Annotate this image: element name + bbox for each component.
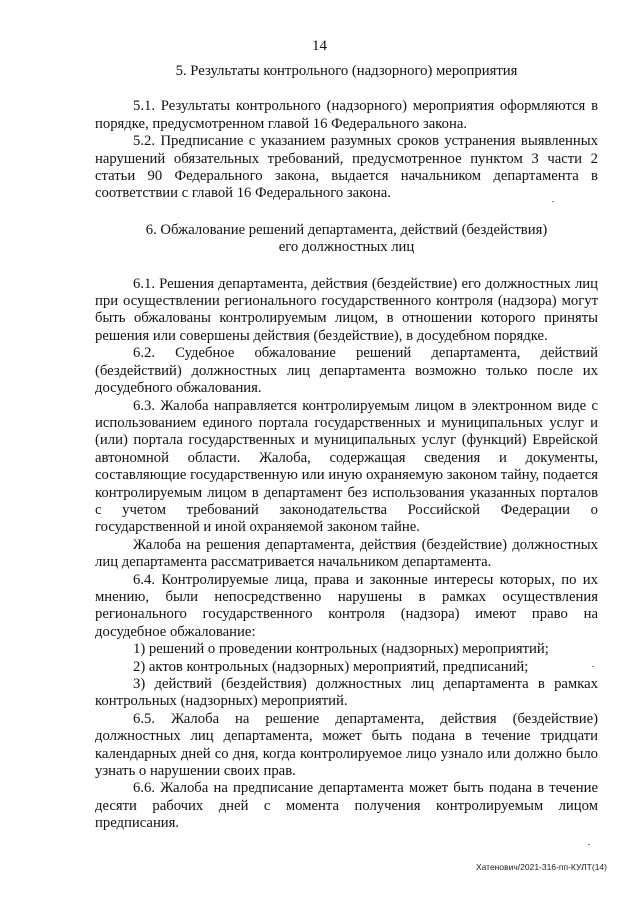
paragraph-6-1: 6.1. Решения департамента, действия (бездействие) его должностных лиц при осуществлении регионального государственного контроля (надзора) могут быть обжалованы контролируемым лицом, в отношении которого приняты решения или совершены действия (бездействие), в досудебном порядке. — [95, 275, 598, 344]
list-item-3: 3) действий (бездействия) должностных лиц департамента в рамках контрольных (надзорных) мероприятий. — [95, 676, 598, 710]
paragraph-5-2: 5.2. Предписание с указанием разумных сроков устранения выявленных нарушений обязательных требований, предусмотренное пунктом 3 части 2 статьи 90 Федерального закона, выдается начальником департамента в соответствии с главой 16 Федерального закона. — [95, 133, 598, 202]
section-6-heading — [95, 222, 598, 257]
document-footer-code: Хатенович/2021-316-пп-КУЛТ(14) — [475, 862, 607, 872]
paragraph-6-2: 6.2. Судебное обжалование решений департамента, действий (бездействий) должностных лиц департамента возможно только после их досудебного обжалования. — [95, 345, 598, 397]
scan-speck — [588, 844, 590, 845]
paragraph-6-3: 6.3. Жалоба направляется контролируемым лицом в электронном виде с использованием единого портала государственных и муниципальных услуг и (или) портала государственных и муниципальных услуг (функций) Еврейской автономной области. Жалоба, содержащая сведения и документы, составляющие государственную или иную охраняемую законом тайну, подается контролируемым лицом в департамент без использования указанных порталов с учетом требований законодательства Российской Федерации о государственной и иной охраняемой законом тайне. — [95, 397, 598, 536]
paragraph-5-1: 5.1. Результаты контрольного (надзорного) мероприятия оформляются в порядке, предусмотренном главой 16 Федерального закона. — [95, 98, 598, 132]
scan-speck — [552, 201, 554, 202]
paragraph-6-6: 6.6. Жалоба на предписание департамента может быть подана в течение десяти рабочих дней с момента получения контролируемым лицом предписания. — [95, 780, 598, 832]
paragraph-6-4: 6.4. Контролируемые лица, права и законные интересы которых, по их мнению, были непосредственно нарушены в рамках осуществления регионального государственного контроля (надзора) имеют право на досудебное обжалование: — [95, 571, 598, 640]
paragraph-6-3-complaint: Жалоба на решения департамента, действия (бездействие) должностных лиц департамента рассматривается начальником департамента. — [95, 536, 598, 571]
page-number: 14 — [312, 38, 327, 54]
document-body — [95, 63, 598, 833]
list-item-1: 1) решений о проведении контрольных (надзорных) мероприятий; — [133, 641, 549, 658]
section-6-heading-line-1: 6. Обжалование решений департамента, действий (бездействия) — [145, 221, 548, 238]
list-item-2: 2) актов контрольных (надзорных) мероприятий, предписаний; — [133, 658, 529, 675]
section-6-heading-line-2: его должностных лиц — [278, 239, 415, 256]
section-5 — [95, 63, 598, 203]
paragraph-6-5: 6.5. Жалоба на решение департамента, действия (бездействие) должностных лиц департамента, может быть подана в течение тридцати календарных дней со дня, когда контролируемое лицо узнало или должно было узнать о нарушении своих прав. — [95, 710, 598, 780]
scan-speck — [592, 666, 594, 667]
section-6 — [95, 222, 598, 833]
section-5-heading: 5. Результаты контрольного (надзорного) мероприятия — [175, 63, 518, 79]
